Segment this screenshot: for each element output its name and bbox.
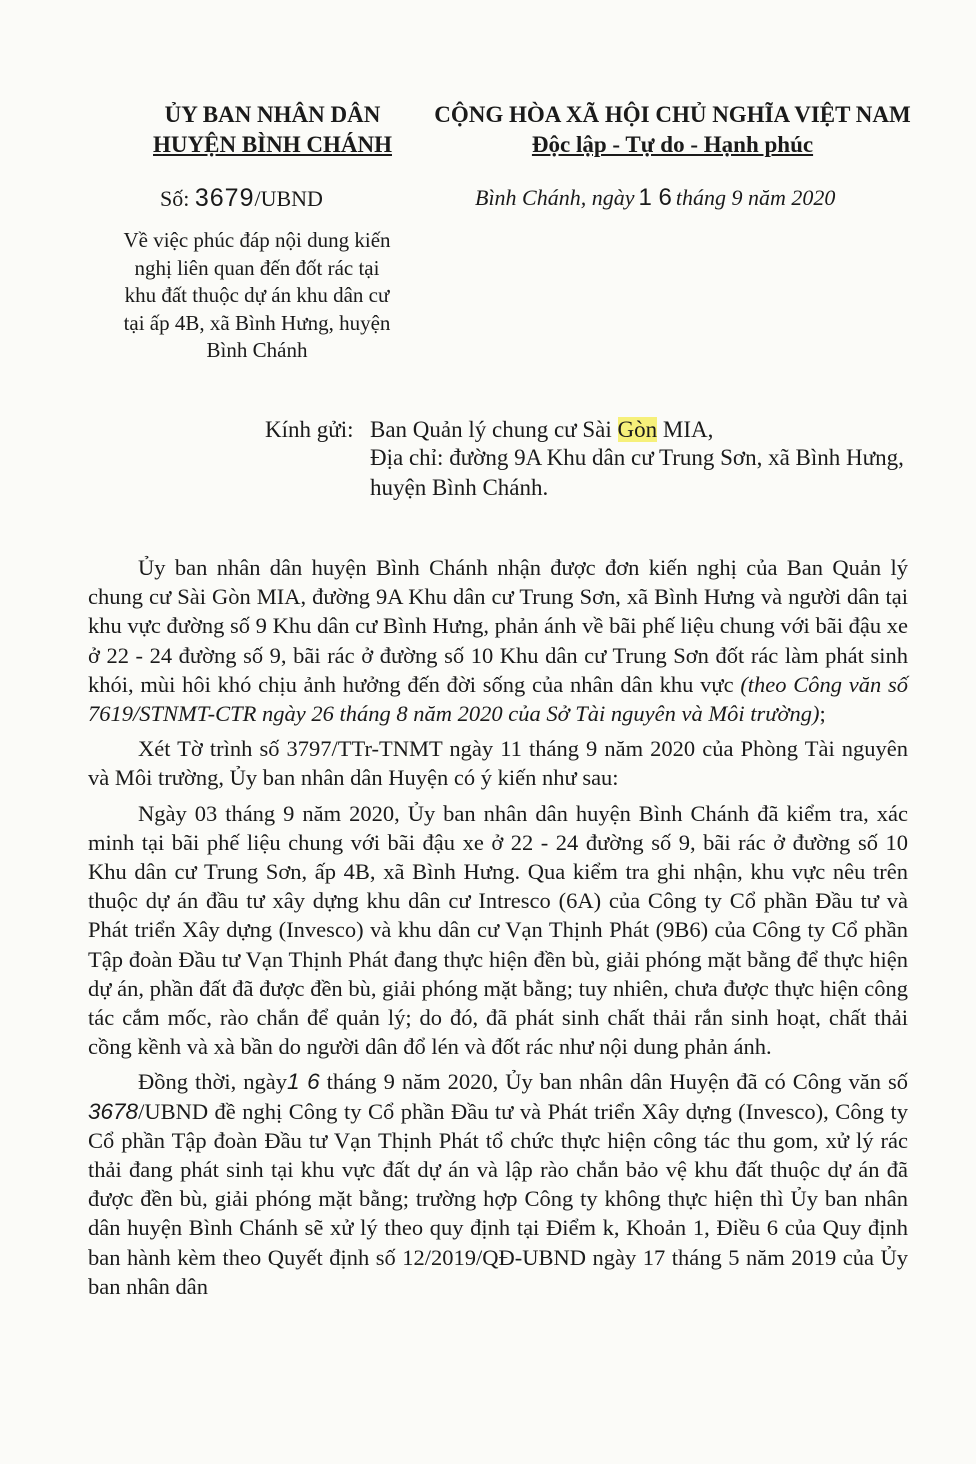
nation-line-1: CỘNG HÒA XÃ HỘI CHỦ NGHĨA VIỆT NAM	[434, 102, 911, 127]
p1-end: ;	[819, 701, 826, 727]
paragraph-4	[88, 1067, 908, 1301]
recipient-label: Kính gửi:	[265, 417, 354, 442]
recipient-name-a: Ban Quản lý chung cư Sài	[370, 417, 618, 442]
subject-line: khu đất thuộc dự án khu dân cư	[124, 283, 390, 307]
recipient-name	[370, 413, 713, 447]
doc-number-value: 3679	[194, 184, 255, 212]
recipient-address: Địa chỉ: đường 9A Khu dân cư Trung Sơn, xã Bình Hưng, huyện Bình Chánh.	[370, 445, 904, 500]
p1-text: Ủy ban nhân dân huyện Bình Chánh nhận được đơn kiến nghị của Ban Quản lý chung cư Sài Gòn MIA, đường 9A Khu dân cư Trung Sơn, xã Bình Hưng và người dân tại khu vực đường số 9 Khu dân cư Bình Hưng, phản ánh về bãi phế liệu chung với bãi đậu xe ở 22 - 24 đường số 9, bãi rác ở đường số 10 Khu dân cư Trung Sơn đốt rác làm phát sinh khói, mùi hôi khó chịu ảnh hưởng đến đời sống của nhân dân khu vực	[88, 555, 908, 697]
doc-number-prefix: Số:	[160, 186, 190, 211]
p4-b: tháng 9 năm 2020, Ủy ban nhân dân Huyện đã có Công văn số	[319, 1069, 909, 1095]
subject-block	[98, 227, 416, 365]
date-day: 1 6	[638, 184, 672, 211]
nation-line-2: Độc lập - Tự do - Hạnh phúc	[531, 132, 814, 157]
date-prefix: Bình Chánh, ngày	[475, 185, 635, 210]
p4-c: /UBND đề nghị Công ty Cổ phần Đầu tư và Phát triển Xây dựng (Invesco), Công ty Cổ phần Tập đoàn Đầu tư Vạn Thịnh Phát tổ chức thực hiện công tác thu gom, xử lý rác thải đang phát sinh tại khu vực đất dự án và lập rào chắn bảo vệ khu đất thuộc dự án đã được đền bù, giải phóng mặt bằng; trường hợp Công ty không thực hiện thì Ủy ban nhân dân huyện Bình Chánh sẽ xử lý theo quy định tại Điểm k, Khoản 1, Điều 6 của Quy định ban hành kèm theo Quyết định số 12/2019/QĐ-UBND ngày 17 tháng 5 năm 2019 của Ủy ban nhân dân	[88, 1098, 908, 1299]
paragraph-1	[88, 553, 908, 728]
subject-line: Bình Chánh	[206, 338, 308, 362]
document-date	[475, 183, 835, 213]
p4-handwritten-day: 1 6	[287, 1069, 320, 1095]
p1-citation: (theo Công văn số 7619/STNMT-CTR ngày 26 tháng 8 năm 2020 của Sở Tài nguyên và Môi trường)	[88, 671, 909, 727]
document-number	[160, 183, 323, 214]
subject-line: Về việc phúc đáp nội dung kiến	[123, 228, 391, 252]
org-line-2: HUYỆN BÌNH CHÁNH	[153, 132, 392, 157]
subject-line: tại ấp 4B, xã Bình Hưng, huyện	[123, 310, 391, 335]
issuing-authority	[100, 100, 445, 160]
letter-body	[88, 553, 908, 1307]
date-rest: tháng 9 năm 2020	[675, 185, 836, 210]
paragraph-2: Xét Tờ trình số 3797/TTr-TNMT ngày 11 tháng 9 năm 2020 của Phòng Tài nguyên và Môi trường, Ủy ban nhân dân Huyện có ý kiến như sau:	[88, 736, 908, 791]
highlighted-word: Gòn	[617, 417, 658, 442]
p4-a: Đồng thời, ngày	[138, 1069, 287, 1095]
p4-handwritten-number: 3678	[88, 1098, 139, 1124]
doc-number-suffix: /UBND	[254, 186, 323, 211]
recipient-name-b: MIA,	[657, 417, 714, 442]
subject-line: nghị liên quan đến đốt rác tại	[134, 255, 380, 280]
org-line-1: ỦY BAN NHÂN DÂN	[164, 102, 381, 127]
national-motto	[420, 100, 925, 160]
paragraph-3: Ngày 03 tháng 9 năm 2020, Ủy ban nhân dân huyện Bình Chánh đã kiểm tra, xác minh tại bãi phế liệu chung với bãi đậu xe ở 22 - 24 đường số 9, bãi rác ở đường số 10 Khu dân cư Trung Sơn, ấp 4B, xã Bình Hưng. Qua kiểm tra ghi nhận, khu vực nêu trên thuộc dự án đầu tư xây dựng khu dân cư Intresco (6A) của Công ty Cổ phần Đầu tư và Phát triển Xây dựng (Invesco) và khu dân cư Vạn Thịnh Phát (9B6) của Công ty Cổ phần Tập đoàn Đầu tư Vạn Thịnh Phát đang thực hiện đền bù, giải phóng mặt bằng để thực hiện dự án, phần đất đã được đền bù, giải phóng mặt bằng; tuy nhiên, chưa được thực hiện công tác cắm mốc, rào chắn để quản lý; do đó, đã phát sinh chất thải rắn sinh hoạt, chất thải cồng kềnh và xà bần do người dân đổ lén và đốt rác như nội dung phản ánh.	[88, 800, 908, 1060]
